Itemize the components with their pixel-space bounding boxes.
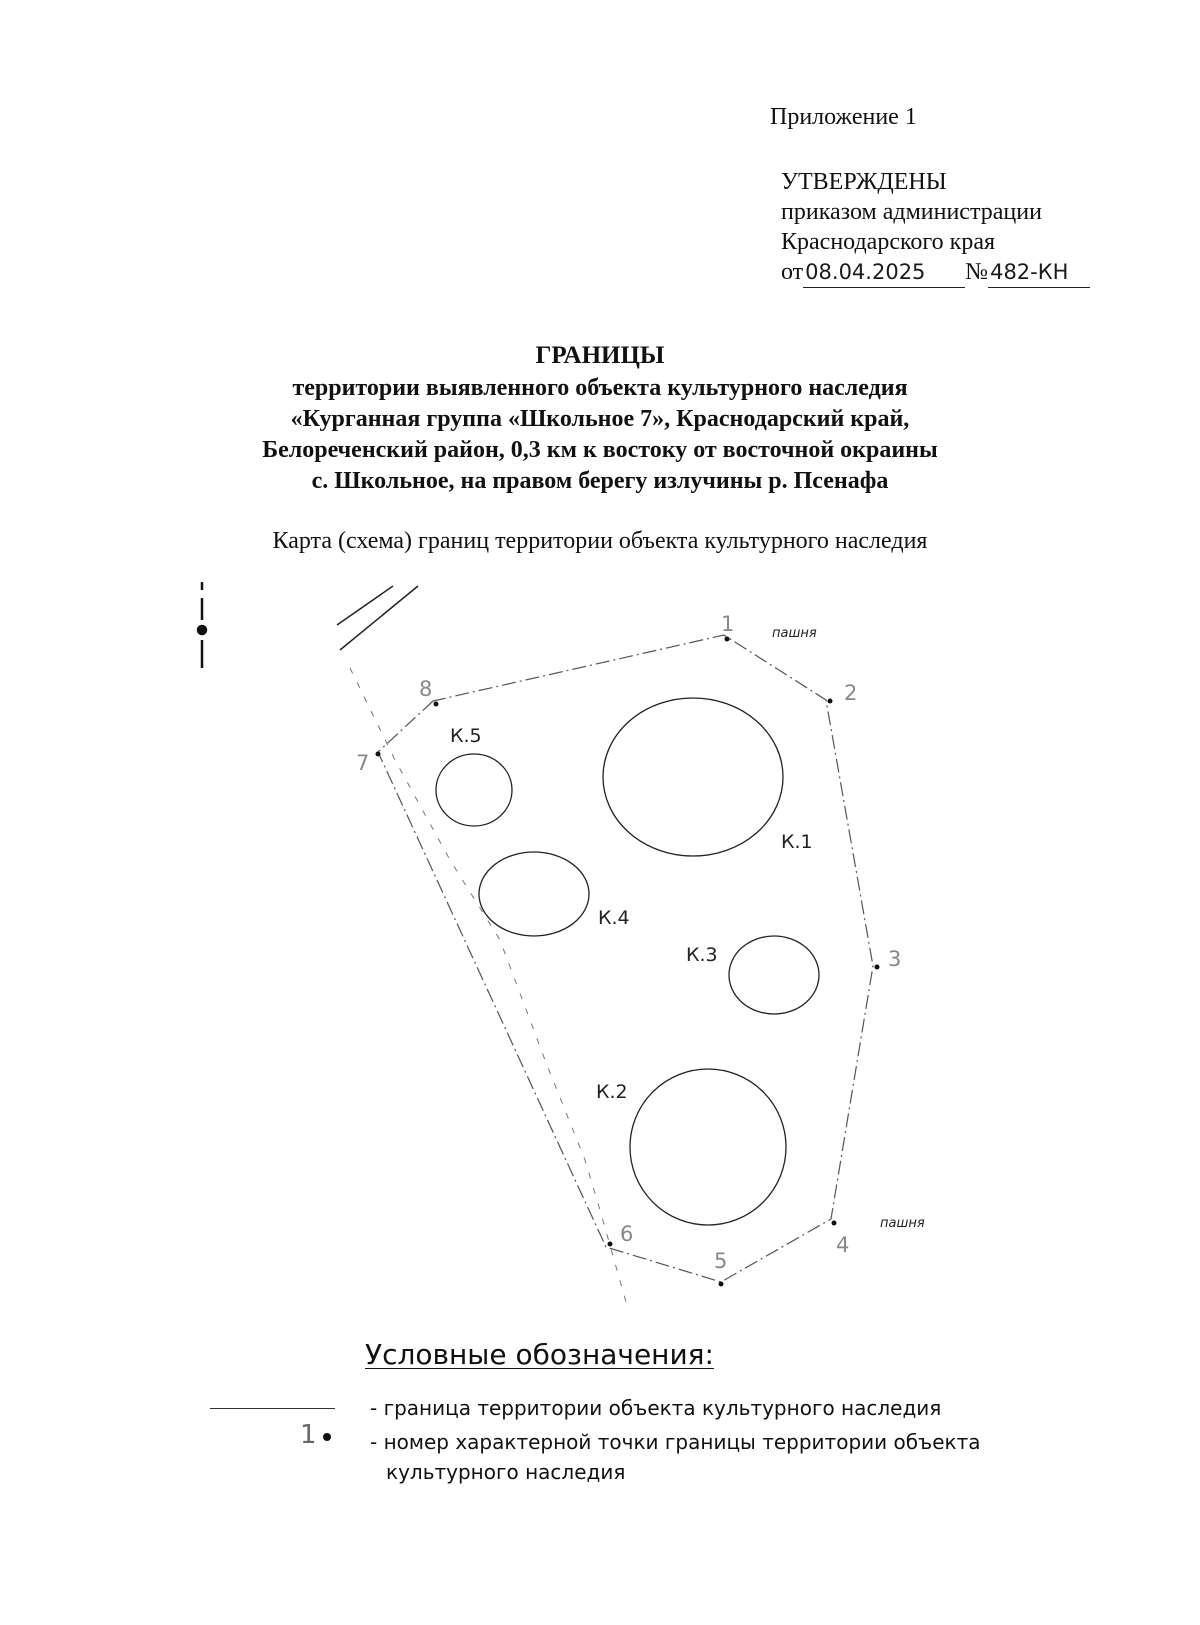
land-label-top: пашня [772,626,817,641]
title-line-2: «Курганная группа «Школьное 7», Краснодарский край, [290,406,910,432]
map-caption: Карта (схема) границ территории объекта культурного наследия [272,528,928,554]
kurgan-label-1: К.1 [781,831,813,853]
order-line-2: Краснодарского края [781,229,996,255]
legend-title: Условные обозначения: [365,1338,714,1371]
title-line-1: территории выявленного объекта культурного наследия [292,375,908,401]
title-line-3: Белореченский район, 0,3 км к востоку от восточной окраины [262,437,938,463]
handwritten-number: 482-КН [988,257,1090,288]
land-label-bottom: пашня [880,1216,925,1231]
legend-boundary-line [210,1408,335,1409]
point-label-3: 3 [888,947,902,971]
title-line-4: с. Школьное, на правом берегу излучины р. Псенафа [311,468,889,494]
kurgan-1-circle [603,698,783,856]
point-dot-8 [434,702,439,707]
point-dot-1 [725,637,730,642]
kurgan-label-2: К.2 [596,1081,628,1103]
kurgan-5-circle [436,754,512,826]
point-dot-7 [376,752,381,757]
legend-point-text-line-2: культурного наследия [386,1460,626,1484]
kurgan-label-3: К.3 [686,944,718,966]
point-dot-6 [608,1242,613,1247]
kurgan-label-5: К.5 [450,725,482,747]
point-label-6: 6 [620,1222,634,1246]
point-label-7: 7 [356,751,370,775]
point-label-5: 5 [714,1249,728,1273]
point-label-2: 2 [844,681,858,705]
appendix-label: Приложение 1 [770,104,917,130]
point-label-8: 8 [419,677,433,701]
road-lines [337,586,418,650]
order-line-1: приказом администрации [781,199,1042,225]
legend-boundary-text: - граница территории объекта культурного наследия [370,1396,942,1420]
point-dot-4 [832,1221,837,1226]
point-label-4: 4 [836,1233,850,1257]
date-prefix: от [781,259,804,285]
title-main: ГРАНИЦЫ [535,342,665,369]
point-label-1: 1 [721,612,735,636]
river-bank-line [350,668,626,1302]
kurgan-3-circle [729,936,819,1014]
kurgan-mounds [436,698,819,1225]
kurgan-label-4: К.4 [598,907,630,929]
kurgan-4-circle [479,852,589,936]
legend-point-dot-icon [323,1433,331,1441]
kurgan-2-circle [630,1069,786,1225]
approved-heading: УТВЕРЖДЕНЫ [781,169,947,195]
legend-point-text [370,1427,1090,1487]
point-dot-2 [828,699,833,704]
point-dot-3 [875,965,880,970]
legend-point-number: 1 [300,1420,317,1450]
point-dot-5 [719,1282,724,1287]
legend-point-text-line-1: - номер характерной точки границы территории объекта [370,1430,981,1454]
handwritten-date: 08.04.2025 [803,257,965,288]
north-arrow-icon [198,582,206,668]
number-prefix: № [965,259,989,285]
